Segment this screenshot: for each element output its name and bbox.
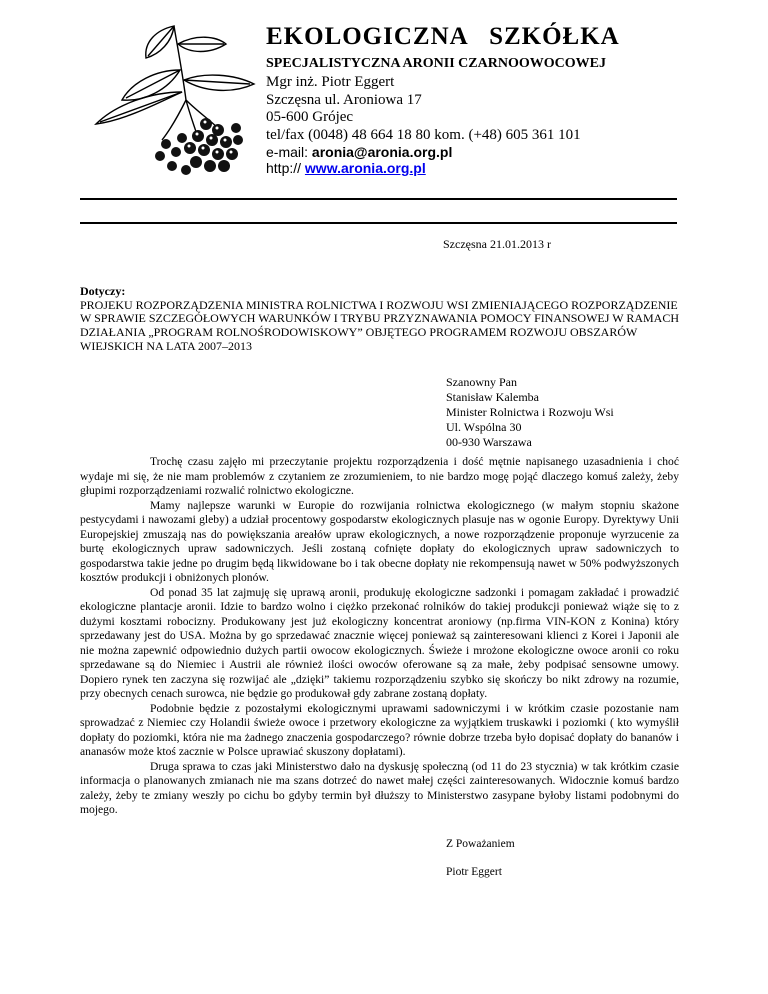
company-subtitle: SPECJALISTYCZNA ARONII CZARNOOWOCOWEJ <box>266 56 606 71</box>
email-address[interactable]: aronia@aronia.org.pl <box>311 144 453 160</box>
subject-text: PROJEKU ROZPORZĄDZENIA MINISTRA ROLNICTWA I ROZWOJU WSI ZMIENIAJĄCEGO ROZPORZĄDZENIE W SPRAWIE SZCZEGÓŁOWYCH WARUNKÓW I TRYBU PRZYZNAWANIA POMOCY FINANSOWEJ W RAMACH DZIAŁANIA „PROGRAM ROLNOŚRODOWISKOWY” OBJĘTEGO PROGRAMEM ROZWOJU OBSZARÓW WIEJSKICH NA LATA 2007–2013 <box>80 297 679 353</box>
recipient-name: Stanisław Kalemba <box>446 390 539 404</box>
email-line <box>266 144 620 160</box>
divider-bottom <box>80 222 677 224</box>
paragraph: Trochę czasu zajęło mi przeczytanie projektu rozporządzenia i dość mętnie napisanego uzasadnienia i choć wydaje mi się, że nie mam problemów z czytaniem ze zrozumieniem, to nie bardzo mogę pojąć dlaczego komuś zależy, żeby głupimi rozporządzeniami rozwalić rolnictwo ekologiczne. <box>80 455 679 497</box>
street-address: Szczęsna ul. Aroniowa 17 <box>266 91 422 108</box>
recipient-address <box>446 375 614 450</box>
closing-regards: Z Poważaniem <box>446 838 515 850</box>
website-link[interactable]: www.aronia.org.pl <box>304 160 426 176</box>
web-line <box>266 160 620 176</box>
paragraph: Druga sprawa to czas jaki Ministerstwo dało na dyskusję społeczną (od 11 do 23 stycznia) w tak krótkim czasie informacja o planowanych zmianach nie ma szans dotrzeć do nawet małej części zainteresowanych. Widocznie komuś bardzo zależy, żeby te zmiany weszły po cichu bo gdyby termin był dłuższy to Ministerstwo zasypane byłoby listami podobnymi do mojego. <box>80 759 679 816</box>
paragraph: Mamy najlepsze warunki w Europie do rozwijania rolnictwa ekologicznego (w małym stopniu skażone pestycydami i nawozami gleby) a udział procentowy gospodarstw ekologicznych plasuje nas w ogonie Europy. Dyrektywy Unii Europejskiej zmuszają nas do powiększania areałów upraw ekologicznych, a nowe rozporządzenie proponuje wyrzucenie za burtę ekologicznych upraw sadowniczych. Jeśli zostaną cofnięte dopłaty do ekologicznych upraw sadowniczych to gospodarstwa takie jedne po drugim będą likwidowane bo i tak obecne dopłaty nie rekompensują nawet w 50% podwyższonych kosztów produkcji i obniżonych plonów. <box>80 498 679 584</box>
email-label: e-mail: <box>266 144 312 160</box>
company-name: EKOLOGICZNA SZKÓŁKA <box>266 23 620 50</box>
subject-label: Dotyczy: <box>80 284 126 298</box>
phone-fax: tel/fax (0048) 48 664 18 80 kom. (+48) 605 361 101 <box>266 126 581 143</box>
owner-name: Mgr inż. Piotr Eggert <box>266 74 395 90</box>
web-label: http:// <box>266 160 305 176</box>
letter-body <box>80 455 679 818</box>
paragraph: Podobnie będzie z pozostałymi ekologicznymi uprawami sadowniczymi i w krótkim czasie pozostanie nam sprowadzać z Niemiec czy Holandii świeże owoce i przetwory ekologiczne za wyjątkiem truskawki i poziomki ( kto wymyślił dopłaty do poziomki, która nie ma żadnego znaczenia gospodarczego? równie dobrze trzeba było dopisać dopłaty do bananów i ananasów może ktoś zacznie w Polsce uprawiać skuszony dopłatami). <box>80 701 679 758</box>
subject-block <box>80 285 680 354</box>
aronia-branch-logo <box>86 20 258 182</box>
divider-top <box>80 198 677 200</box>
letter-date: Szczęsna 21.01.2013 r <box>443 237 551 251</box>
letterhead <box>266 22 620 176</box>
paragraph: Od ponad 35 lat zajmuję się uprawą aronii, produkuję ekologiczne sadzonki i pomagam zakładać i prowadzić ekologiczne plantacje aronii. Idzie to bardzo wolno i ciężko przekonać rolników do takiej produkcji ponieważ wiąże się to z dużymi kosztami robocizny. Produkowany jest już ekologiczny koncentrat aroniowy (np.firma VIN-KON z Konina) który sprzedawany jest do USA. Można by go sprzedawać znacznie więcej ponieważ są zainteresowani klienci z Korei i Japonii ale nie można zapewnić odpowiednio dużych partii owocow ekologicznych. Świeże i mrożone ekologiczne owoce aronii co roku sprzedawane są do Niemiec i Austrii ale również ilości owoców oferowane są za małe, żeby podpisać sensowne umowy. Dopiero rynek ten zaczyna się rozwijać ale „dzięki” takiemu rozporządzeniu szybko się skończy bo nikt zdrowy na rozumie, przy obecnych cenach surowca, nie będzie go produkował gdy zabrane zostaną dopłaty. <box>80 585 679 700</box>
recipient-city: 00-930 Warszawa <box>446 435 532 449</box>
recipient-greeting: Szanowny Pan <box>446 375 517 389</box>
signature-name: Piotr Eggert <box>446 866 502 878</box>
recipient-street: Ul. Wspólna 30 <box>446 420 522 434</box>
recipient-title: Minister Rolnictwa i Rozwoju Wsi <box>446 405 614 419</box>
city-address: 05-600 Grójec <box>266 109 354 125</box>
